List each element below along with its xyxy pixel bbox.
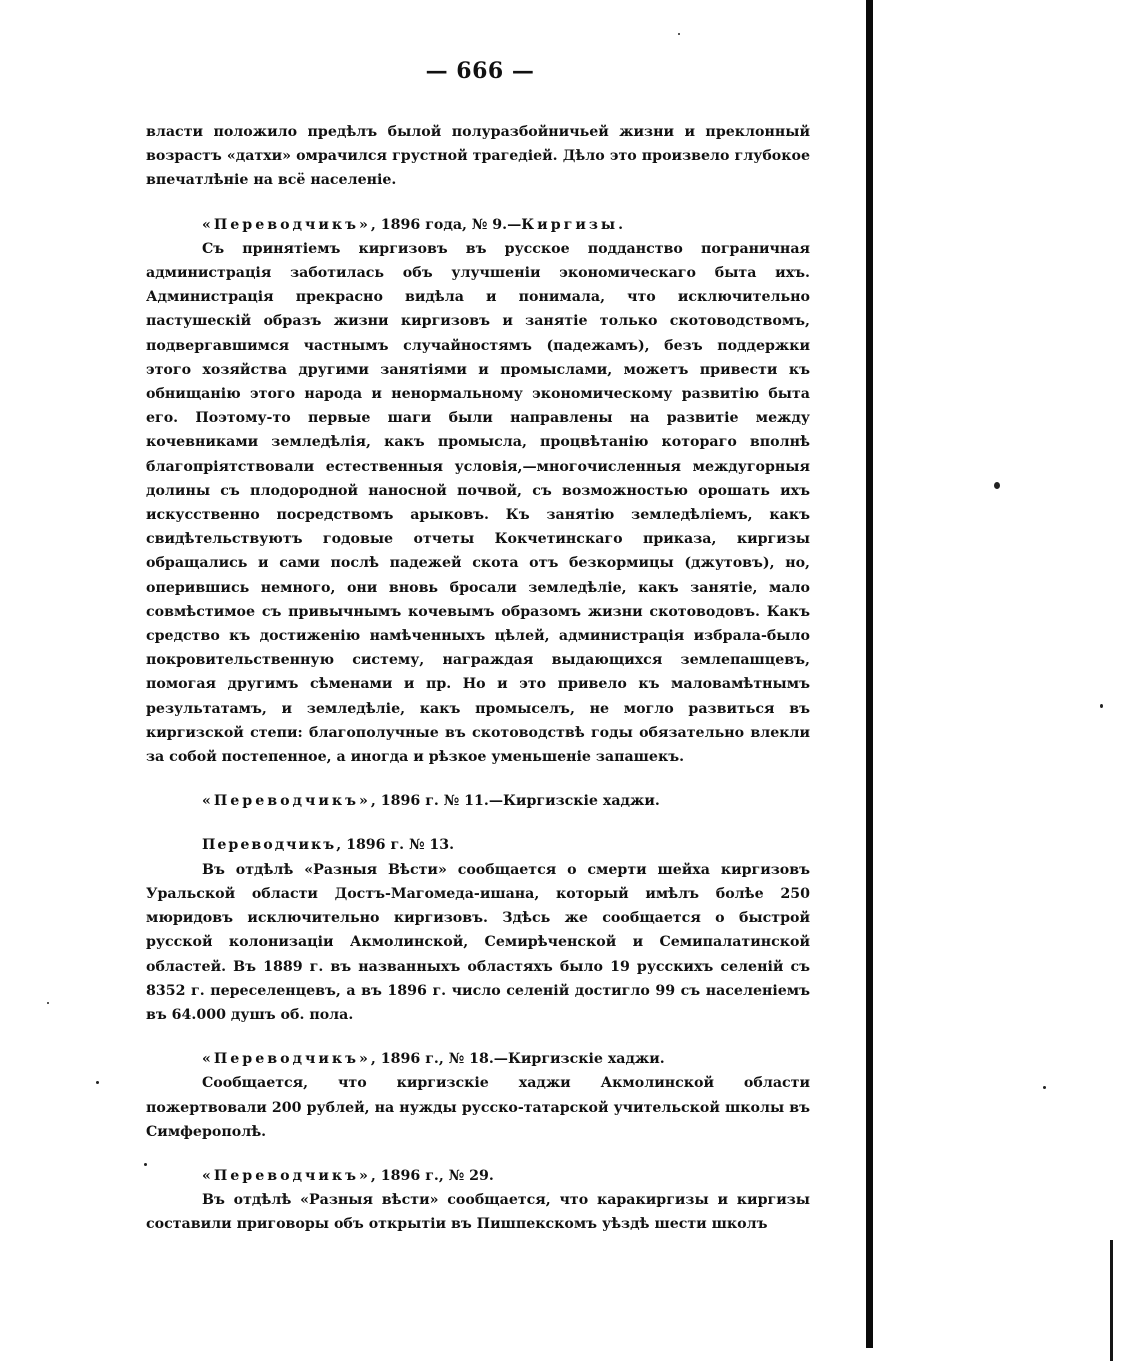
section-heading-3 <box>146 833 810 857</box>
scan-edge-line <box>1110 1240 1113 1361</box>
scan-speck <box>144 1163 147 1166</box>
section-heading-1 <box>146 213 810 237</box>
scan-speck <box>994 482 1000 489</box>
heading-source: «Переводчикъ» <box>202 1051 371 1068</box>
paragraph-kirgiz-agriculture: Съ принятіемъ киргизовъ въ русское подданство пограничная администрація заботилась объ улучшеніи экономическаго быта ихъ. Администрація прекрасно видѣла и понимала, что исключительно пастушескій образъ жизни киргизовъ и занятіе только скотоводствомъ, подвергавшимся частнымъ случайностямъ (падежамъ), безъ поддержки этого хозяйства другими занятіями и промыслами, можетъ привести къ обнищанію этого народа и ненормальному экономическому развитію быта его. Поэтому-то первые шаги были направлены на развитіе между кочевниками земледѣлія, какъ промысла, процвѣтанію котораго вполнѣ благопріятствовали естественныя условія,—многочисленныя междугорныя долины съ плодородной наносной почвой, съ возможностью орошать ихъ искусственно посредствомъ арыковъ. Къ занятію земледѣліемъ, какъ свидѣтельствуютъ годовые отчеты Кокчетинскаго приказа, киргизы обращались и сами послѣ падежей скота отъ безкормицы (джутовъ), но, оперившись немного, они вновь бросали земледѣліе, какъ занятіе, мало совмѣстимое съ привычнымъ кочевымъ образомъ жизни скотоводовъ. Какъ средство къ достиженію намѣченныхъ цѣлей, администрація избрала-было покровительственную систему, награждая выдающихся землепашцевъ, помогая другимъ сѣменами и пр. Но и это привело къ маловамѣтнымъ результатамъ, и земледѣліе, какъ промыселъ, не могло развиться въ киргизской степи: благополучные въ скотоводствѣ годы обязательно влекли за собой постепенное, а иногда и рѣзкое уменьшеніе запашекъ. <box>146 240 810 766</box>
scan-speck <box>1043 1086 1046 1089</box>
section-heading-2 <box>146 789 810 813</box>
heading-details: , 1896 г., № 29. <box>370 1167 494 1184</box>
page-number: — 666 — <box>425 58 535 84</box>
spacer <box>146 193 810 213</box>
paragraph-sheikh-death: Въ отдѣлѣ «Разныя Вѣсти» сообщается о смерти шейха киргизовъ Уральской области Достъ-Магомеда-ишана, который имѣлъ болѣе 250 мюридовъ исключительно киргизовъ. Здѣсь же сообщается о быстрой русской колонизаціи Акмолинской, Семирѣченской и Семипалатинской областей. Въ 1889 г. въ названныхъ областяхъ было 19 русскихъ селеній съ 8352 г. переселенцевъ, а въ 1896 г. число селеній достигло 99 съ населеніемъ въ 64.000 душъ об. пола. <box>146 861 810 1023</box>
text-column <box>146 120 810 1237</box>
spacer <box>146 813 810 833</box>
heading-details: , 1896 г. № 13. <box>336 837 455 854</box>
heading-details: , 1896 г. № 11.—Киргизскіе хаджи. <box>370 793 660 810</box>
paragraph-schools: Въ отдѣлѣ «Разныя вѣсти» сообщается, что каракиргизы и киргизы составили приговоры объ открытіи въ Пишпекскомъ уѣздѣ шести школъ <box>146 1192 810 1233</box>
spacer <box>146 769 810 789</box>
scan-speck <box>1100 704 1103 708</box>
heading-source: «Переводчикъ» <box>202 216 371 233</box>
heading-details: , 1896 года, № 9.— <box>370 216 522 233</box>
scan-speck <box>678 33 680 35</box>
heading-source: «Переводчикъ» <box>202 1167 371 1184</box>
heading-details: , 1896 г., № 18.—Киргизскіе хаджи. <box>370 1051 665 1068</box>
section-heading-4 <box>146 1047 810 1071</box>
binding-edge-line <box>866 0 873 1348</box>
section-heading-5 <box>146 1164 810 1188</box>
scan-speck <box>96 1081 99 1084</box>
spacer <box>146 1144 810 1164</box>
scan-speck <box>47 1002 49 1004</box>
spacer <box>146 1027 810 1047</box>
heading-source: Переводчикъ <box>202 837 337 854</box>
heading-topic: Киргизы. <box>521 216 627 233</box>
heading-source: «Переводчикъ» <box>202 793 371 810</box>
paragraph-donation: Сообщается, что киргизскіе хаджи Акмолинской области пожертвовали 200 рублей, на нужды русско-татарской учительской школы въ Симферополѣ. <box>146 1075 810 1140</box>
paragraph-continuation: власти положило предѣлъ былой полуразбойничьей жизни и преклонный возрастъ «датхи» омрачился грустной трагедіей. Дѣло это произвело глубокое впечатлѣніе на всё населеніе. <box>146 124 810 189</box>
